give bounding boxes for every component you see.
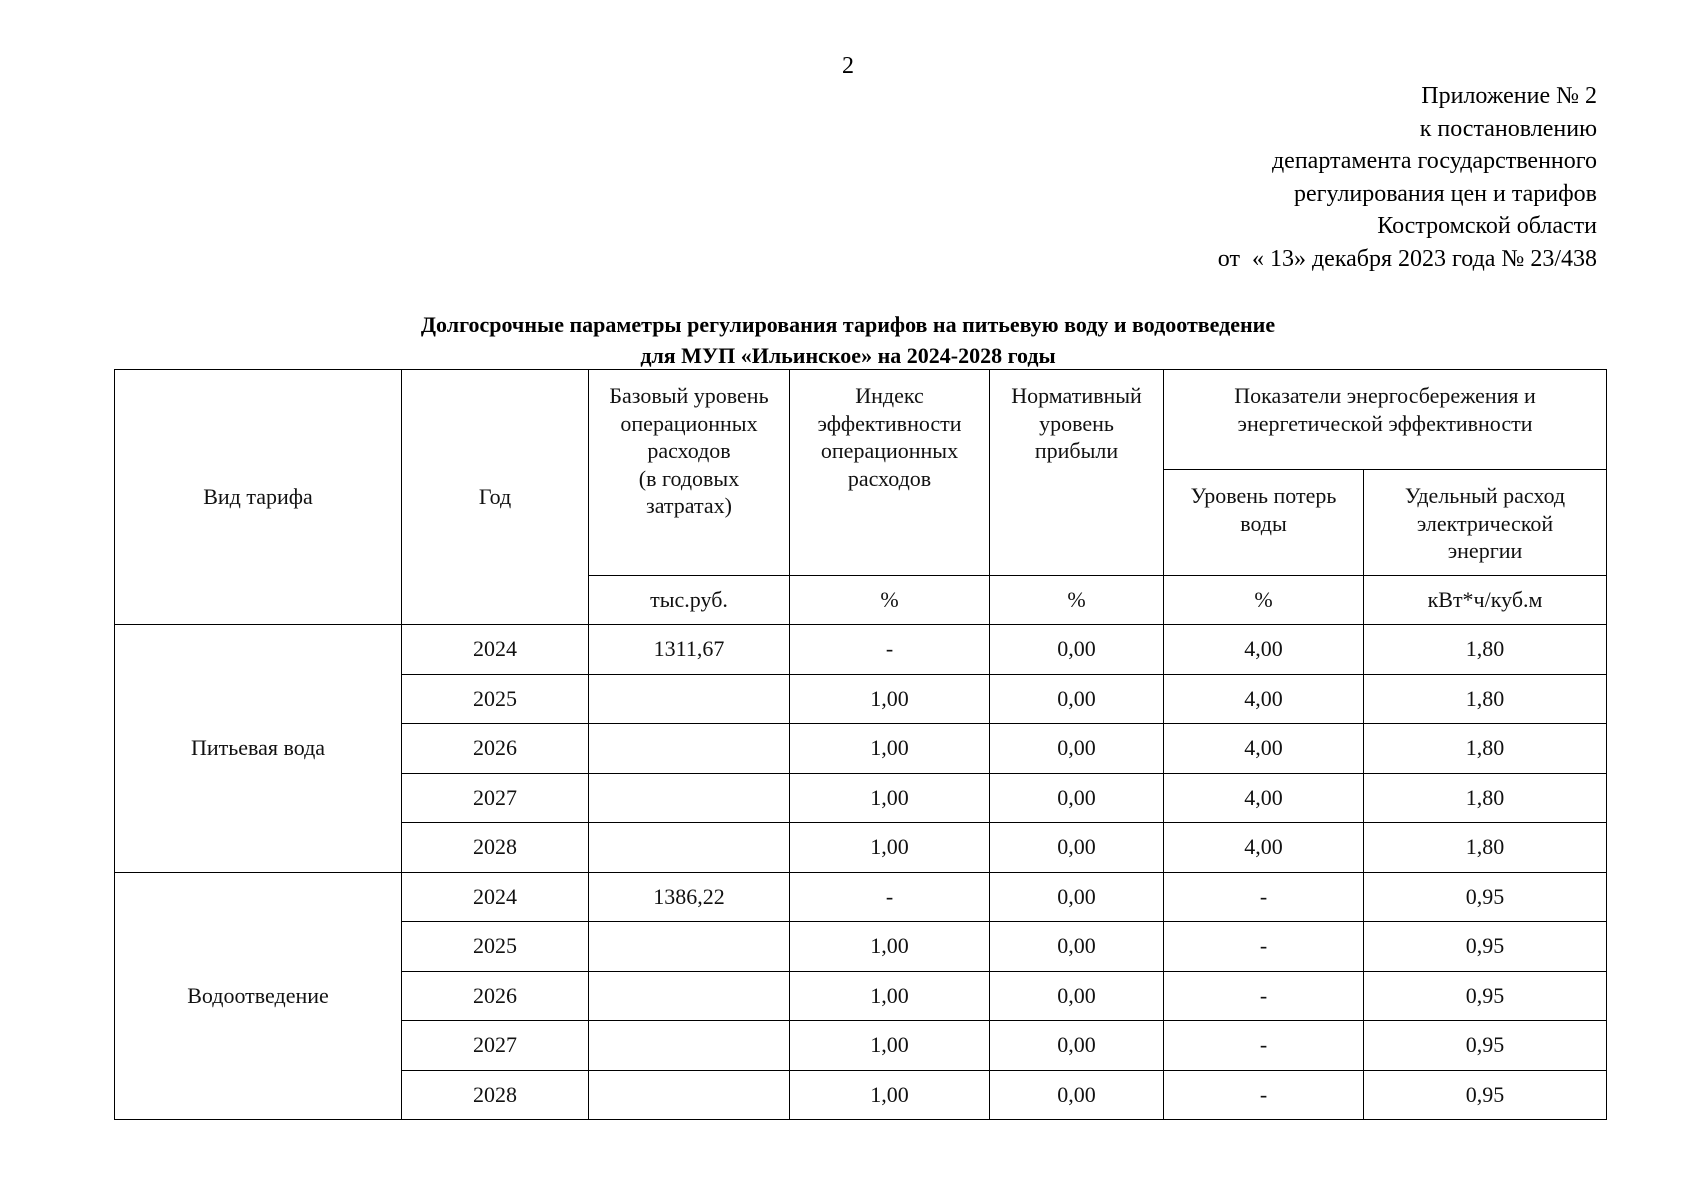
electricity-cell: 0,95: [1364, 922, 1607, 972]
water-loss-cell: -: [1164, 1070, 1364, 1120]
efficiency-index-cell: 1,00: [790, 922, 990, 972]
water-loss-cell: -: [1164, 971, 1364, 1021]
water-loss-cell: 4,00: [1164, 823, 1364, 873]
unit-profit-level: %: [990, 576, 1164, 625]
header-line: Базовый уровень: [609, 383, 769, 408]
unit-base-level: тыс.руб.: [589, 576, 790, 625]
year-cell: 2028: [402, 1070, 589, 1120]
electricity-cell: 1,80: [1364, 724, 1607, 774]
header-line: воды: [1240, 510, 1287, 536]
water-loss-cell: 4,00: [1164, 773, 1364, 823]
header-line: (в годовых: [638, 465, 740, 491]
year-cell: 2027: [402, 1021, 589, 1071]
year-cell: 2027: [402, 773, 589, 823]
appendix-line: Приложение № 2: [1421, 83, 1597, 109]
title-line: для МУП «Ильинское» на 2024-2028 годы: [640, 343, 1056, 368]
year-cell: 2024: [402, 625, 589, 675]
base-level-cell: 1311,67: [589, 625, 790, 675]
header-line: Уровень потерь: [1190, 483, 1337, 508]
header-line: эффективности: [817, 410, 962, 436]
electricity-cell: 0,95: [1364, 971, 1607, 1021]
title-line: Долгосрочные параметры регулирования тарифов на питьевую воду и водоотведение: [420, 312, 1276, 337]
base-level-cell: [589, 724, 790, 774]
water-loss-cell: 4,00: [1164, 724, 1364, 774]
base-level-cell: 1386,22: [589, 872, 790, 922]
document-title: [0, 309, 1696, 371]
base-level-cell: [589, 823, 790, 873]
header-line: расходов: [847, 465, 932, 491]
header-base-level: [589, 370, 790, 576]
base-level-cell: [589, 1021, 790, 1071]
table-row: [115, 872, 1607, 922]
header-efficiency-index: [790, 370, 990, 576]
header-line: Индекс: [855, 383, 924, 408]
header-electricity: [1364, 470, 1607, 576]
base-level-cell: [589, 674, 790, 724]
profit-level-cell: 0,00: [990, 674, 1164, 724]
base-level-cell: [589, 1070, 790, 1120]
header-line: Удельный расход: [1404, 483, 1566, 508]
profit-level-cell: 0,00: [990, 1021, 1164, 1071]
efficiency-index-cell: 1,00: [790, 823, 990, 873]
appendix-line: от « 13» декабря 2023 года № 23/438: [1217, 245, 1597, 272]
tariff-type-cell: Питьевая вода: [115, 625, 402, 873]
header-line: электрической: [1416, 510, 1554, 536]
electricity-cell: 0,95: [1364, 1021, 1607, 1071]
tariff-parameters-table: [114, 369, 1607, 1120]
unit-water-loss: %: [1164, 576, 1364, 625]
appendix-line: департамента государственного: [1271, 148, 1597, 174]
base-level-cell: [589, 773, 790, 823]
table-row: [115, 625, 1607, 675]
electricity-cell: 1,80: [1364, 674, 1607, 724]
unit-electricity: кВт*ч/куб.м: [1364, 576, 1607, 625]
base-level-cell: [589, 922, 790, 972]
efficiency-index-cell: 1,00: [790, 773, 990, 823]
header-tariff-type: Вид тарифа: [115, 370, 402, 625]
year-cell: 2028: [402, 823, 589, 873]
electricity-cell: 0,95: [1364, 872, 1607, 922]
header-line: энергии: [1447, 538, 1523, 563]
year-cell: 2024: [402, 872, 589, 922]
electricity-cell: 1,80: [1364, 773, 1607, 823]
header-line: энергетической эффективности: [1237, 410, 1533, 436]
profit-level-cell: 0,00: [990, 625, 1164, 675]
efficiency-index-cell: 1,00: [790, 1021, 990, 1071]
base-level-cell: [589, 971, 790, 1021]
efficiency-index-cell: 1,00: [790, 971, 990, 1021]
year-cell: 2026: [402, 971, 589, 1021]
water-loss-cell: -: [1164, 922, 1364, 972]
header-line: затратах): [646, 493, 732, 518]
profit-level-cell: 0,00: [990, 971, 1164, 1021]
electricity-cell: 0,95: [1364, 1070, 1607, 1120]
appendix-line: Костромской области: [1377, 213, 1597, 239]
water-loss-cell: -: [1164, 872, 1364, 922]
electricity-cell: 1,80: [1364, 625, 1607, 675]
header-energy-group: [1164, 370, 1607, 470]
profit-level-cell: 0,00: [990, 823, 1164, 873]
header-water-loss: [1164, 470, 1364, 576]
header-year: Год: [402, 370, 589, 625]
year-cell: 2025: [402, 674, 589, 724]
appendix-line: к постановлению: [1419, 115, 1597, 142]
efficiency-index-cell: -: [790, 625, 990, 675]
header-line: Нормативный: [1011, 383, 1142, 408]
efficiency-index-cell: 1,00: [790, 724, 990, 774]
header-profit-level: [990, 370, 1164, 576]
year-cell: 2025: [402, 922, 589, 972]
unit-efficiency-index: %: [790, 576, 990, 625]
efficiency-index-cell: -: [790, 872, 990, 922]
water-loss-cell: -: [1164, 1021, 1364, 1071]
appendix-block: [1218, 80, 1597, 275]
header-line: операционных: [620, 410, 758, 436]
water-loss-cell: 4,00: [1164, 625, 1364, 675]
header-line: уровень: [1039, 410, 1114, 436]
header-line: Показатели энергосбережения и: [1234, 383, 1536, 408]
electricity-cell: 1,80: [1364, 823, 1607, 873]
water-loss-cell: 4,00: [1164, 674, 1364, 724]
header-line: расходов: [647, 438, 731, 463]
page-number: 2: [842, 53, 854, 79]
efficiency-index-cell: 1,00: [790, 674, 990, 724]
header-line: прибыли: [1034, 438, 1119, 463]
profit-level-cell: 0,00: [990, 1070, 1164, 1120]
appendix-line: регулирования цен и тарифов: [1294, 180, 1597, 207]
efficiency-index-cell: 1,00: [790, 1070, 990, 1120]
header-line: операционных: [820, 438, 959, 463]
year-cell: 2026: [402, 724, 589, 774]
profit-level-cell: 0,00: [990, 773, 1164, 823]
tariff-type-cell: Водоотведение: [115, 872, 402, 1120]
profit-level-cell: 0,00: [990, 724, 1164, 774]
profit-level-cell: 0,00: [990, 922, 1164, 972]
profit-level-cell: 0,00: [990, 872, 1164, 922]
